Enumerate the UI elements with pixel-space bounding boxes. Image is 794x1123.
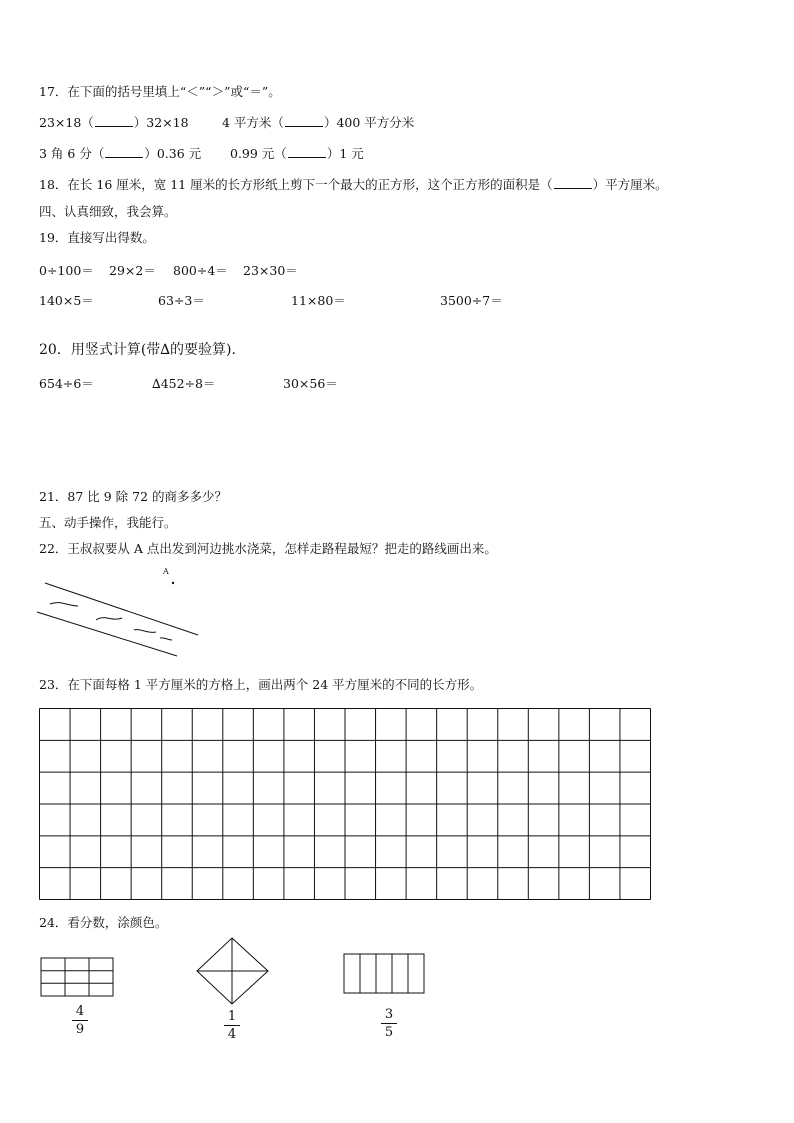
q19-item: 140×5＝ (39, 293, 94, 308)
q17-item-4-left: 0.99 元（ (230, 146, 287, 161)
fraction-label (381, 1007, 397, 1040)
q20-title: 20．用竖式计算(带∆的要验算)． (39, 342, 246, 358)
q19-item: 800÷4＝ (173, 263, 228, 278)
section-4-heading: 四、认真细致，我会算。 (39, 204, 177, 219)
q17-item-2-left: 4 平方米（ (222, 115, 284, 130)
q17-item-3-right: ）0.36 元 (144, 146, 202, 161)
q19-item: 3500÷7＝ (440, 293, 503, 308)
fraction-denominator: 4 (227, 1027, 237, 1042)
square-grid[interactable] (39, 708, 651, 900)
riverbank-bottom (37, 612, 177, 656)
q17-title: 17．在下面的括号里填上“＜”“＞”或“＝”。 (39, 84, 281, 99)
q18-right: ）平方厘米。 (592, 177, 668, 192)
q23-title: 23．在下面每格 1 平方厘米的方格上，画出两个 24 平方厘米的不同的长方形。 (39, 677, 483, 692)
q17-item-2-right: ）400 平方分米 (323, 115, 415, 130)
q21-question: 21．87 比 9 除 72 的商多多少？ (39, 489, 228, 504)
fraction-label (72, 1004, 88, 1037)
q18-left: 18．在长 16 厘米，宽 11 厘米的长方形纸上剪下一个最大的正方形，这个正方形的面积是（ (39, 177, 553, 192)
fraction-numerator: 1 (227, 1009, 237, 1024)
q17-item-1-left: 23×18（ (39, 115, 94, 130)
q24-title: 24．看分数，涂颜色。 (39, 915, 168, 930)
fraction-denominator: 5 (384, 1025, 394, 1040)
river-wave (134, 630, 156, 633)
q19-title: 19．直接写出得数。 (39, 230, 155, 245)
q17-item-4-right: ）1 元 (326, 146, 364, 161)
q19-item: 29×2＝ (109, 263, 156, 278)
fraction-label (224, 1009, 240, 1042)
riverbank-top (45, 583, 198, 635)
river-wave (160, 638, 172, 640)
q17-item-1-right: ）32×18 (133, 115, 189, 130)
river-wave (96, 618, 122, 620)
fraction-numerator: 4 (75, 1004, 85, 1019)
q20-item: 30×56＝ (283, 376, 338, 391)
fraction-denominator: 9 (75, 1022, 85, 1037)
q20-item: ∆452÷8＝ (152, 376, 216, 391)
point-a-label: A (163, 567, 169, 576)
q19-item: 11×80＝ (291, 293, 346, 308)
q19-item: 0÷100＝ (39, 263, 94, 278)
q22-title: 22．王叔叔要从 A 点出发到河边挑水浇菜，怎样走路程最短？把走的路线画出来。 (39, 541, 497, 556)
q20-item: 654÷6＝ (39, 376, 94, 391)
point-a (172, 582, 174, 584)
fraction-numerator: 3 (384, 1007, 394, 1022)
q19-item: 23×30＝ (243, 263, 298, 278)
q19-item: 63÷3＝ (158, 293, 205, 308)
q17-item-3-left: 3 角 6 分（ (39, 146, 105, 161)
river-wave (50, 603, 78, 606)
section-5-heading: 五、动手操作，我能行。 (39, 515, 177, 530)
